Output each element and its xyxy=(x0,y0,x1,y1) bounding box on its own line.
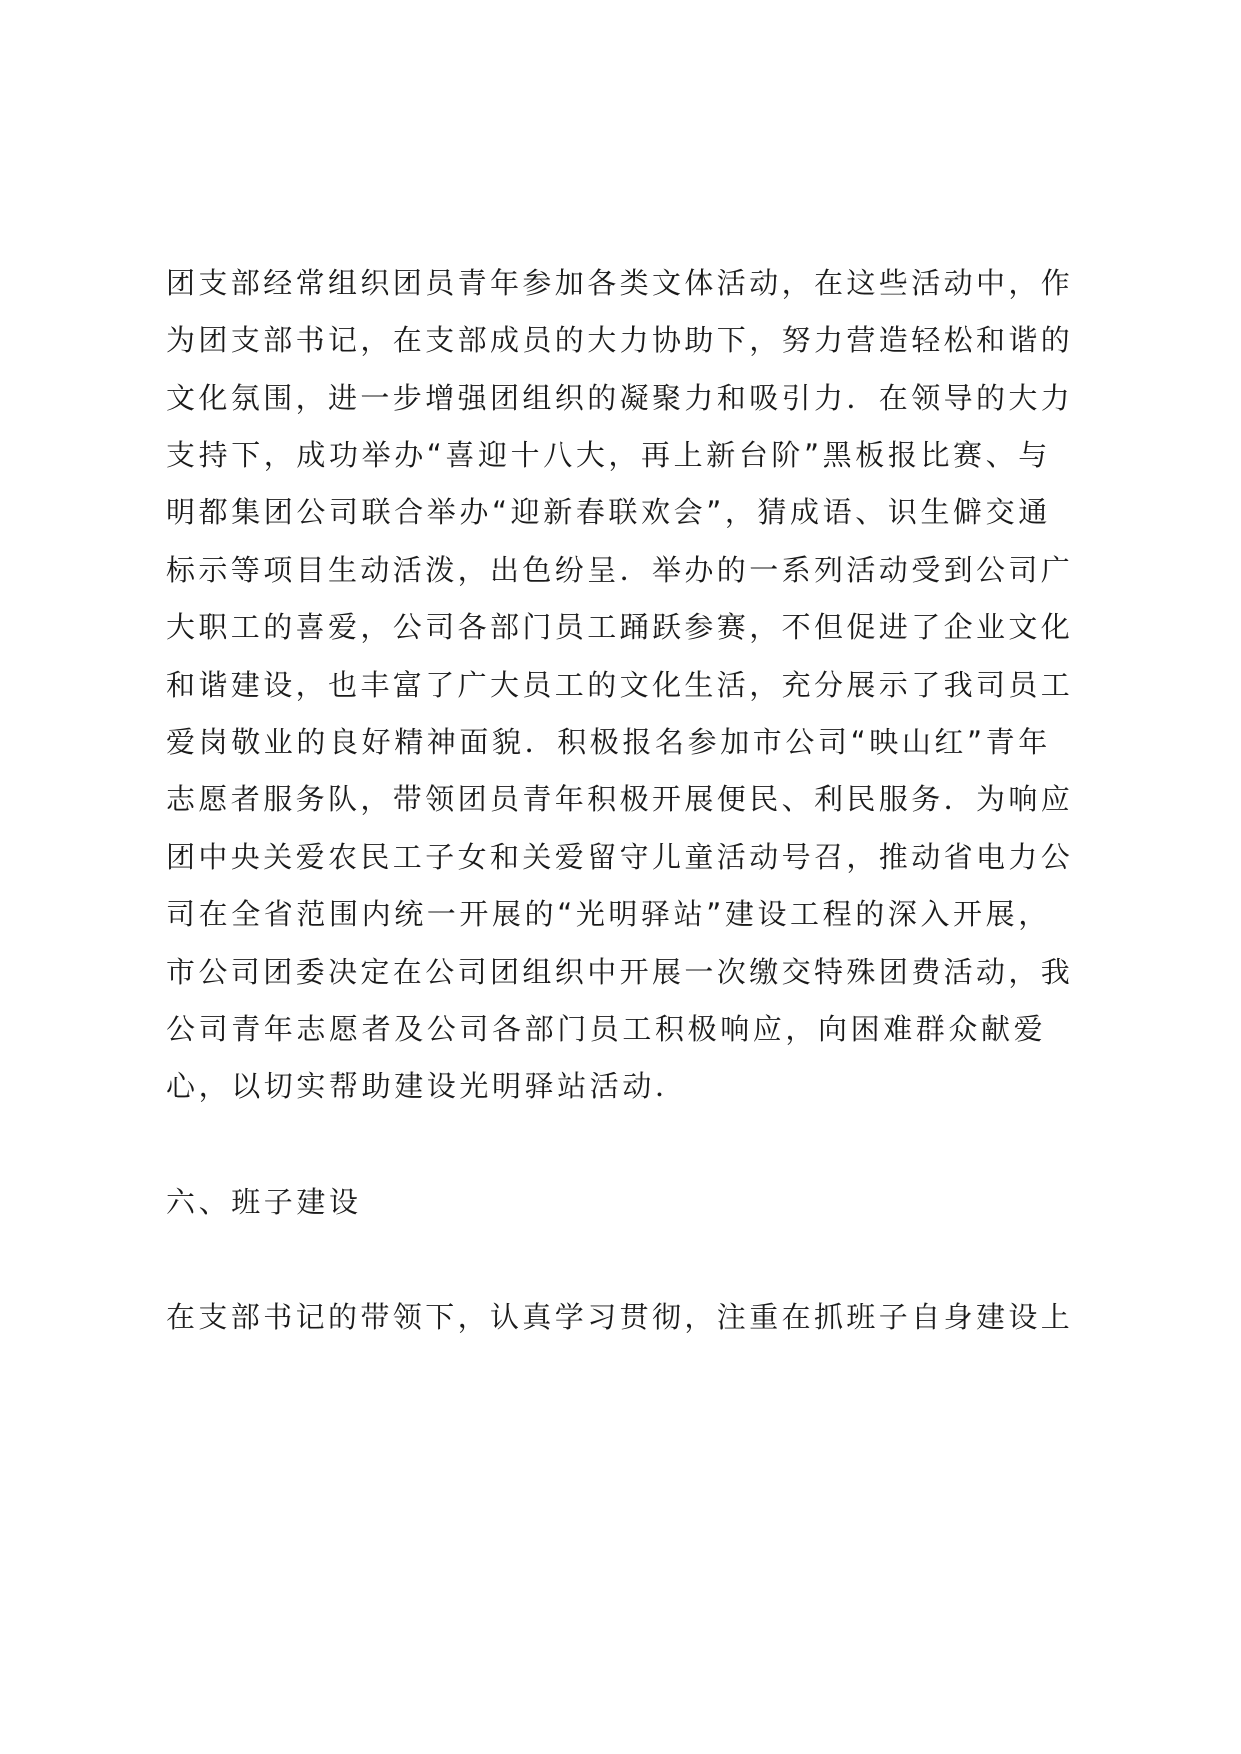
paragraph-line: 和谐建设，也丰富了广大员工的文化生活，充分展示了我司员工 xyxy=(166,668,1074,702)
paragraph-line: 司在全省范围内统一开展的“光明驿站”建设工程的深入开展， xyxy=(166,897,1051,931)
paragraph-line: 在支部书记的带领下，认真学习贯彻，注重在抓班子自身建设上 xyxy=(166,1300,1074,1334)
paragraph-line: 爱岗敬业的良好精神面貌．积极报名参加市公司“映山红”青年 xyxy=(166,725,1051,759)
paragraph-line: 团支部经常组织团员青年参加各类文体活动，在这些活动中，作 xyxy=(166,266,1074,300)
paragraph-line: 团中央关爱农民工子女和关爱留守儿童活动号召，推动省电力公 xyxy=(166,840,1074,874)
paragraph-line: 文化氛围，进一步增强团组织的凝聚力和吸引力．在领导的大力 xyxy=(166,381,1074,415)
paragraph-line: 标示等项目生动活泼，出色纷呈．举办的一系列活动受到公司广 xyxy=(166,553,1074,587)
paragraph-line: 为团支部书记，在支部成员的大力协助下，努力营造轻松和谐的 xyxy=(166,323,1074,357)
paragraph-line: 志愿者服务队，带领团员青年积极开展便民、利民服务．为响应 xyxy=(166,782,1074,816)
paragraph-line: 公司青年志愿者及公司各部门员工积极响应，向困难群众献爱 xyxy=(166,1012,1047,1046)
paragraph-line: 支持下，成功举办“喜迎十八大，再上新台阶”黑板报比赛、与 xyxy=(166,438,1051,472)
paragraph-line: 明都集团公司联合举办“迎新春联欢会”，猜成语、识生僻交通 xyxy=(166,495,1051,529)
paragraph-line: 市公司团委决定在公司团组织中开展一次缴交特殊团费活动，我 xyxy=(166,955,1074,989)
paragraph-line: 心，以切实帮助建设光明驿站活动． xyxy=(166,1069,688,1103)
paragraph-line: 大职工的喜爱，公司各部门员工踊跃参赛，不但促进了企业文化 xyxy=(166,610,1074,644)
section-heading: 六、班子建设 xyxy=(166,1185,362,1219)
